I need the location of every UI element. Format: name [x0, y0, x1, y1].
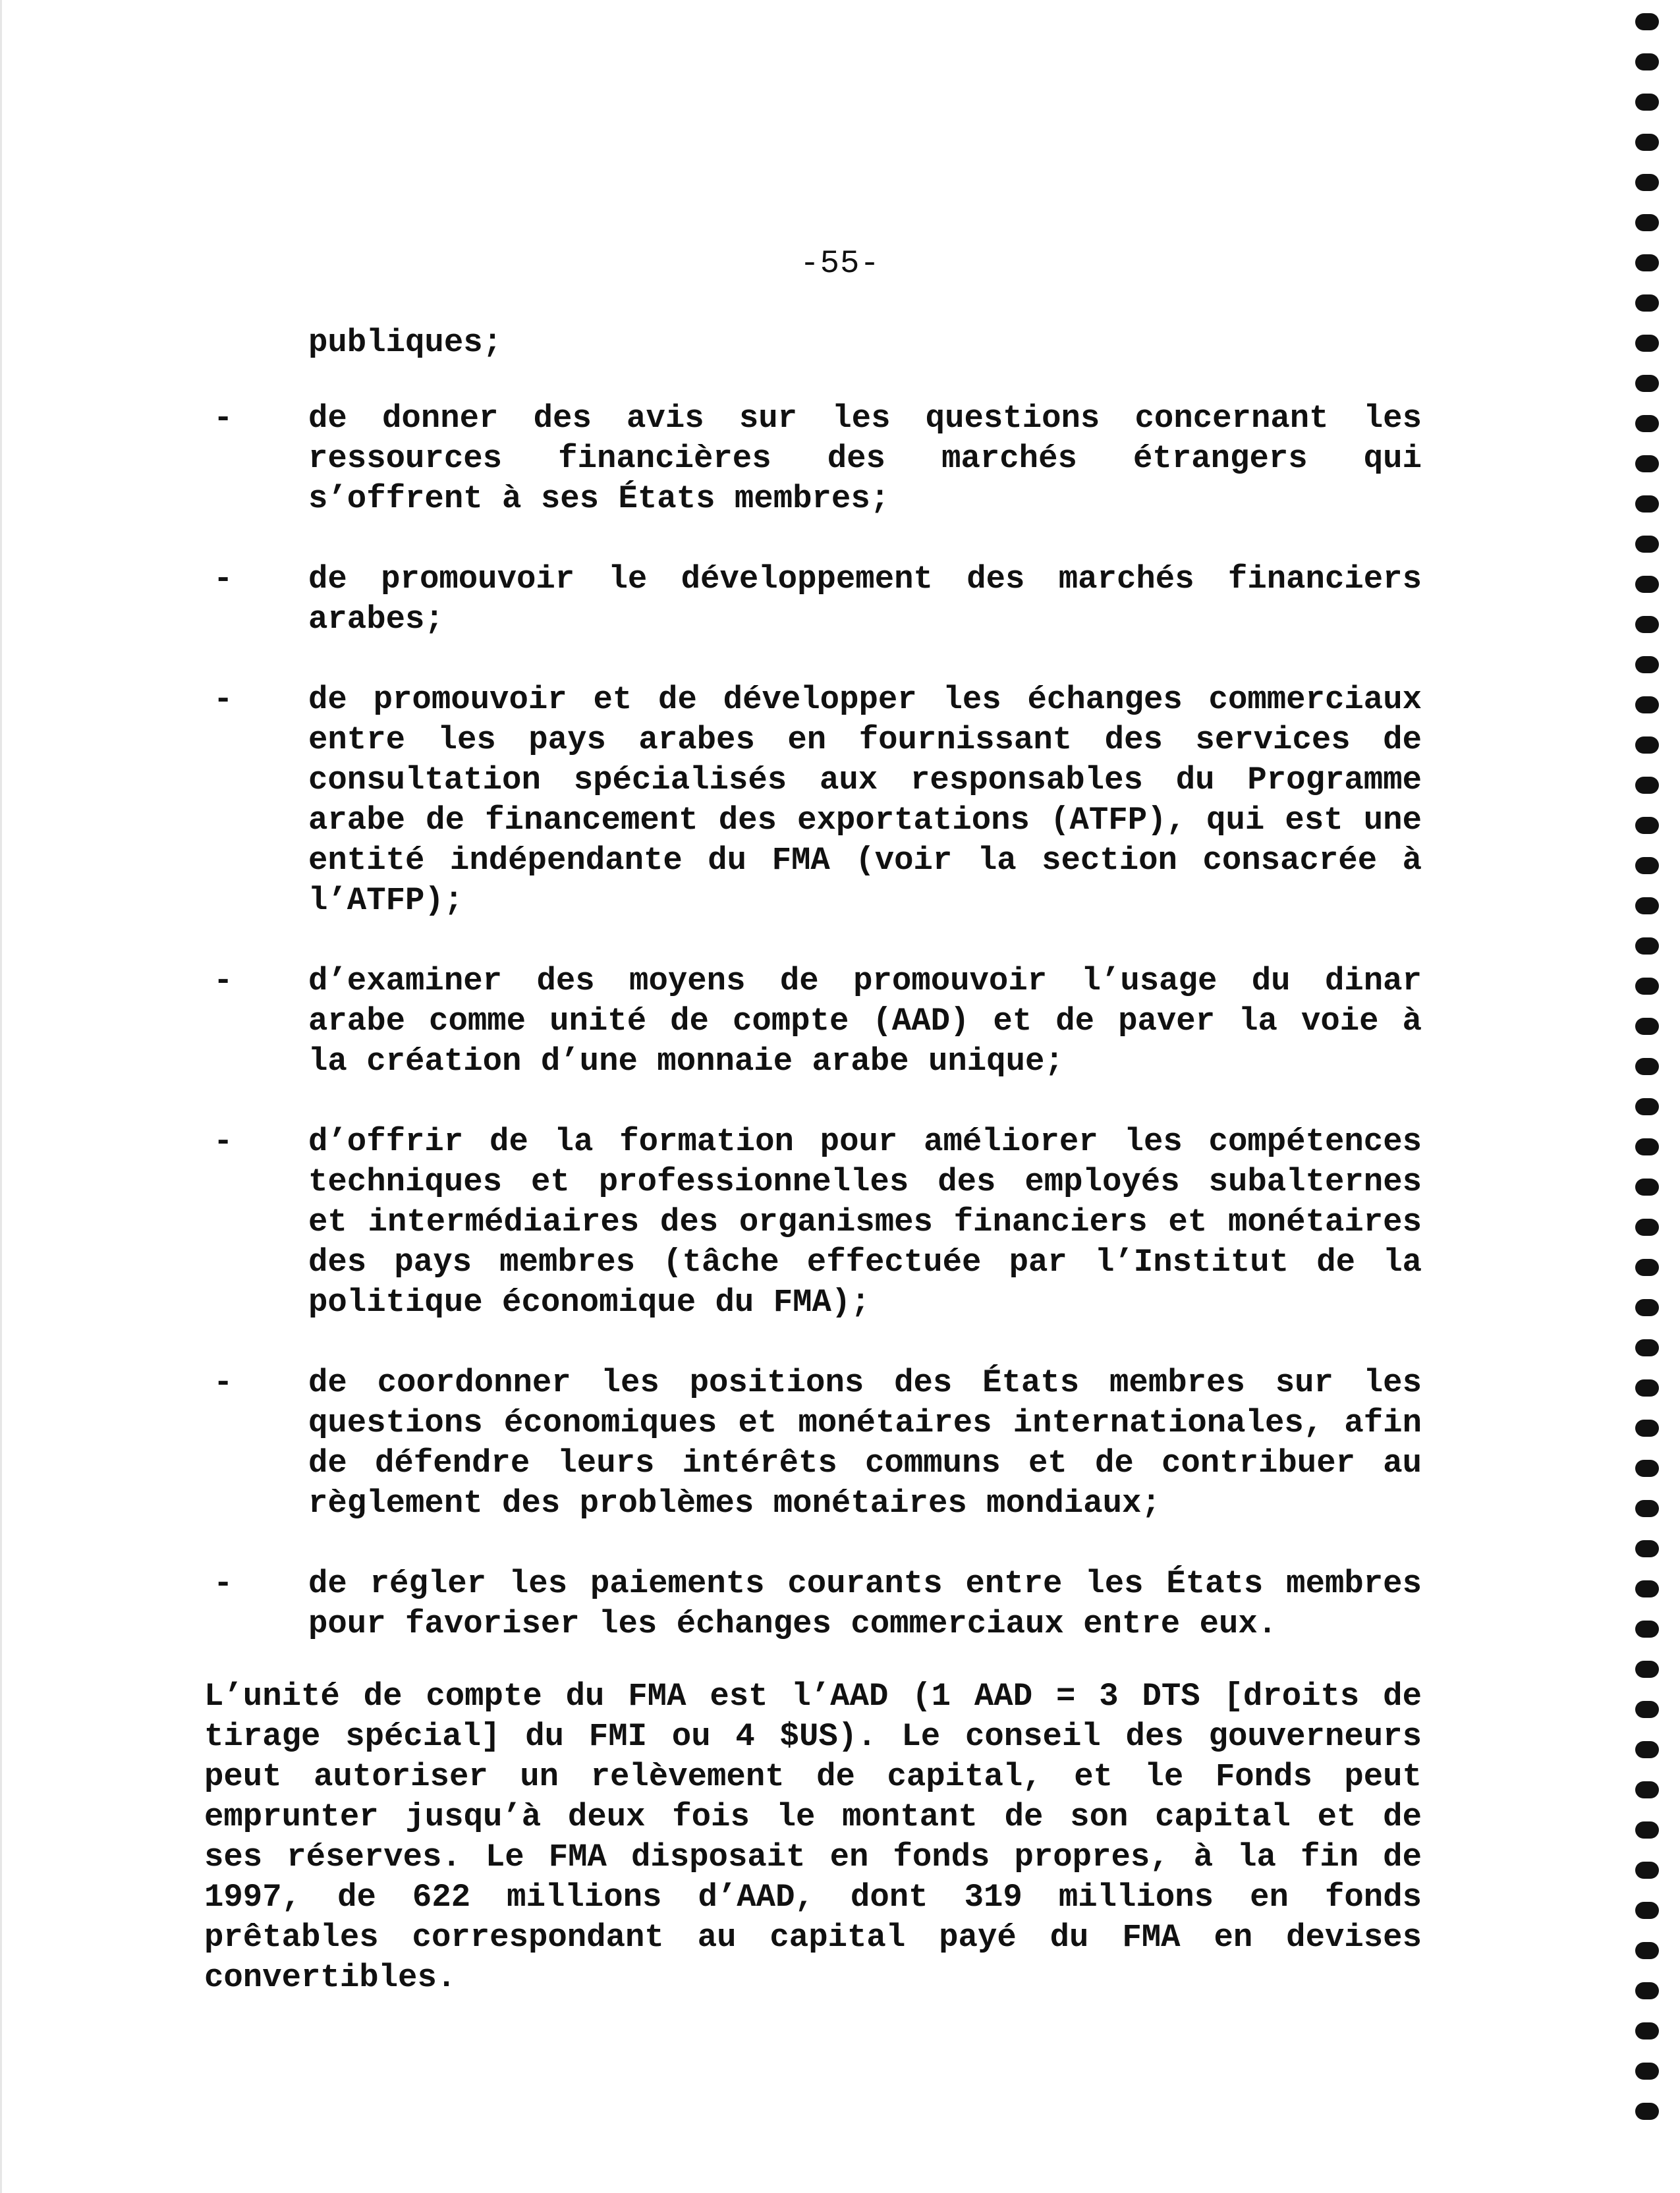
binding-hole: [1635, 1741, 1659, 1758]
binding-hole: [1635, 1379, 1659, 1397]
binding-hole: [1635, 656, 1659, 673]
binding-hole: [1635, 1821, 1659, 1839]
bullet-dash: -: [213, 1364, 233, 1401]
binding-hole: [1635, 536, 1659, 553]
bullet-text: de coordonner les positions des États membres sur les questions économiques et monétaires internationales, afin de défendre leurs intérêts communs et de contribuer au règlement des problèmes monétaires mondiaux;: [308, 1364, 1422, 1522]
binding-hole: [1635, 254, 1659, 271]
bullet-dash: -: [213, 1123, 233, 1160]
binding-hole: [1635, 576, 1659, 593]
binding-hole: [1635, 1661, 1659, 1678]
list-item: [204, 1564, 1422, 1644]
list-item: [204, 680, 1422, 921]
list-item: [204, 1363, 1422, 1524]
binding-hole: [1635, 1179, 1659, 1196]
binding-hole: [1635, 94, 1659, 111]
binding-hole: [1635, 937, 1659, 955]
bullet-text: de promouvoir le développement des marchés financiers arabes;: [308, 561, 1422, 638]
bullet-dash: -: [213, 681, 233, 718]
binding-hole: [1635, 777, 1659, 794]
bullet-text: d’offrir de la formation pour améliorer les compétences techniques et professionnelles des employés subalternes et intermédiaires des organismes financiers et monétaires des pays membres (tâche effectuée par l’Institut de la politique économique du FMA);: [308, 1123, 1422, 1321]
bullet-list: [204, 399, 1422, 1684]
bullet-dash: -: [213, 962, 233, 999]
binding-hole: [1635, 1098, 1659, 1115]
binding-hole: [1635, 455, 1659, 472]
binding-hole: [1635, 415, 1659, 432]
binding-hole: [1635, 857, 1659, 874]
binding-hole: [1635, 1299, 1659, 1316]
binding-hole: [1635, 616, 1659, 633]
binding-hole: [1635, 495, 1659, 513]
binding-hole: [1635, 1621, 1659, 1638]
binding-hole: [1635, 2022, 1659, 2040]
binding-hole: [1635, 1982, 1659, 1999]
binding-hole: [1635, 1420, 1659, 1437]
bullet-dash: -: [213, 1565, 233, 1602]
binding-hole: [1635, 1058, 1659, 1075]
binding-hole: [1635, 696, 1659, 713]
binding-hole: [1635, 294, 1659, 312]
bullet-text: de régler les paiements courants entre les États membres pour favoriser les échanges commerciaux entre eux.: [308, 1565, 1422, 1642]
binding-hole: [1635, 1902, 1659, 1919]
binding-holes: [1630, 13, 1669, 2187]
binding-hole: [1635, 2063, 1659, 2080]
binding-hole: [1635, 1018, 1659, 1035]
list-item: [204, 1122, 1422, 1323]
binding-hole: [1635, 1701, 1659, 1718]
closing-paragraph: L’unité de compte du FMA est l’AAD (1 AAD = 3 DTS [droits de tirage spécial] du FMI ou 4 $US). Le conseil des gouverneurs peut autoriser un relèvement de capital, et le Fonds peut emprunter jusqu’à deux fois le montant de son capital et de ses réserves. Le FMA disposait en fonds propres, à la fin de 1997, de 622 millions d’AAD, dont 319 millions en fonds prêtables correspondant au capital payé du FMA en devises convertibles.: [204, 1678, 1422, 1996]
list-item: [204, 961, 1422, 1082]
binding-hole: [1635, 1942, 1659, 1959]
bullet-text: de donner des avis sur les questions concernant les ressources financières des marchés étrangers qui s’offrent à ses États membres;: [308, 400, 1422, 517]
binding-hole: [1635, 1138, 1659, 1155]
binding-hole: [1635, 736, 1659, 754]
scan-edge: [0, 0, 2, 2193]
binding-hole: [1635, 1580, 1659, 1597]
binding-hole: [1635, 2103, 1659, 2120]
binding-hole: [1635, 1259, 1659, 1276]
continuation-text: publiques;: [308, 324, 503, 361]
binding-hole: [1635, 375, 1659, 392]
bullet-text: d’examiner des moyens de promouvoir l’usage du dinar arabe comme unité de compte (AAD) et de paver la voie à la création d’une monnaie arabe unique;: [308, 962, 1422, 1080]
binding-hole: [1635, 53, 1659, 70]
binding-hole: [1635, 214, 1659, 231]
bullet-dash: -: [213, 400, 233, 437]
binding-hole: [1635, 335, 1659, 352]
binding-hole: [1635, 1460, 1659, 1477]
binding-hole: [1635, 817, 1659, 834]
bullet-dash: -: [213, 561, 233, 597]
bullet-text: de promouvoir et de développer les échanges commerciaux entre les pays arabes en fournissant des services de consultation spécialisés aux responsables du Programme arabe de financement des exportations (ATFP), qui est une entité indépendante du FMA (voir la section consacrée à l’ATFP);: [308, 681, 1422, 919]
binding-hole: [1635, 1540, 1659, 1557]
binding-hole: [1635, 897, 1659, 914]
binding-hole: [1635, 174, 1659, 191]
binding-hole: [1635, 1500, 1659, 1517]
binding-hole: [1635, 1862, 1659, 1879]
binding-hole: [1635, 1339, 1659, 1356]
list-item: [204, 559, 1422, 640]
binding-hole: [1635, 1781, 1659, 1798]
binding-hole: [1635, 978, 1659, 995]
list-item: [204, 399, 1422, 519]
binding-hole: [1635, 1219, 1659, 1236]
page-number: -55-: [800, 245, 880, 282]
binding-hole: [1635, 13, 1659, 30]
binding-hole: [1635, 134, 1659, 151]
